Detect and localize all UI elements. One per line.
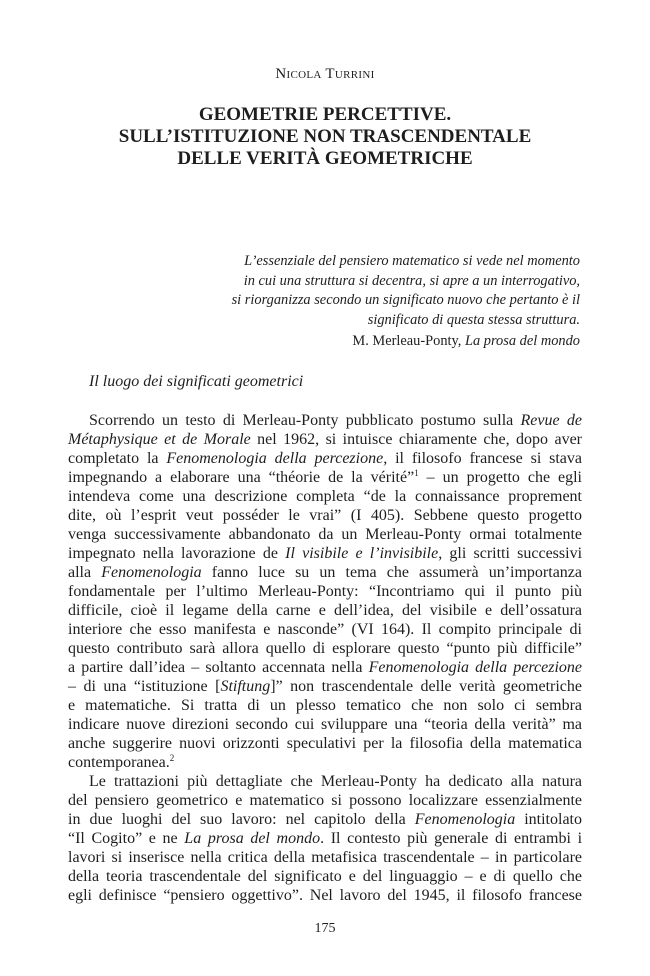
text-line: in due luoghi del suo lavoro: nel capitolo della Fenomenologia intitolato xyxy=(68,811,582,828)
epigraph-work: La prosa del mondo xyxy=(465,333,580,349)
text-line: anche suggerire nuovi orizzonti speculativi per la filosofia della matematica xyxy=(68,735,582,752)
text-line: Scorrendo un testo di Merleau-Ponty pubblicato postumo sulla Revue de xyxy=(89,412,582,429)
text-line: “Il Cogito” e ne La prosa del mondo. Il contesto più generale di entrambi i xyxy=(68,830,583,847)
paragraph xyxy=(68,411,582,772)
section-heading: Il luogo dei significati geometrici xyxy=(89,373,304,390)
text-line: Métaphysique et de Morale nel 1962, si intuisce chiaramente che, dopo aver xyxy=(68,431,583,448)
text-line: dite, où l’esprit veut posséder le vrai” (I 405). Sebbene questo progetto xyxy=(68,507,582,524)
page-number: 175 xyxy=(314,921,336,936)
text-line: – di una “istituzione [Stiftung]” non trascendentale delle verità geometriche xyxy=(68,678,583,695)
text-line: della teoria trascendentale del significato e del linguaggio – e di quello che xyxy=(68,868,582,885)
footnote-ref: 2 xyxy=(169,753,175,763)
title-line: GEOMETRIE PERCETTIVE. xyxy=(198,104,452,125)
epigraph-line: si riorganizza secondo un significato nuovo che pertanto è il xyxy=(231,292,580,308)
text-line: del pensiero geometrico e matematico si possono localizzare essenzialmente xyxy=(68,792,582,809)
text-line: indicare nuove direzioni secondo cui sviluppare una “teoria della verità” ma xyxy=(68,716,582,733)
epigraph xyxy=(180,252,580,352)
epigraph-author: M. Merleau-Ponty, xyxy=(352,333,465,349)
article-title xyxy=(60,104,590,170)
running-header-author: Nicola Turrini xyxy=(275,66,375,82)
text-line: a partire dall’idea – soltanto accennata nella Fenomenologia della percezione xyxy=(68,659,582,676)
body-text xyxy=(68,411,582,905)
text-line: impegnando a elaborare una “théorie de la vérité”$^1$ – un progetto che egli xyxy=(68,468,583,486)
epigraph-line: in cui una struttura si decentra, si apre a un interrogativo, xyxy=(243,272,580,289)
text-line: difficile, cioè il legame della carne e dell’idea, del visibile e dell’ossatura xyxy=(68,602,582,619)
text-line: Le trattazioni più dettagliate che Merleau-Ponty ha dedicato alla natura xyxy=(89,773,582,790)
paragraph xyxy=(68,772,582,905)
text-line: impegnato nella lavorazione de Il visibile e l’invisibile, gli scritti successivi xyxy=(68,545,583,562)
text-line: e matematiche. Si tratta di un plesso tematico che non solo ci sembra xyxy=(68,697,582,714)
text-line: questo contributo sarà allora quello di esplorare questo “punto più difficile” xyxy=(68,640,582,657)
text-line: venga successivamente abbandonato da un Merleau-Ponty ormai totalmente xyxy=(68,526,582,543)
title-line: SULL’ISTITUZIONE NON TRASCENDENTALE xyxy=(118,126,532,147)
text-line: alla Fenomenologia fanno luce su un tema che assumerà un’importanza xyxy=(68,564,583,581)
text-line: egli definisce “pensiero oggettivo”. Nel lavoro del 1945, il filosofo francese xyxy=(68,887,582,904)
text-line: contemporanea.$^2$ xyxy=(68,753,175,771)
text-line: lavori si inserisce nella critica della metafisica trascendentale – in particolare xyxy=(68,849,582,866)
text-line: completato la Fenomenologia della percezione, il filosofo francese si stava xyxy=(68,450,582,467)
footnote-ref: 1 xyxy=(414,468,419,478)
epigraph-attribution xyxy=(180,332,580,352)
text-line: fondamentale per l’ultimo Merleau-Ponty: “Incontriamo qui il punto più xyxy=(68,583,582,600)
text-line: interiore che esso manifesta e nasconde” (VI 164). Il compito principale di xyxy=(68,621,582,638)
text-line: intendeva come una descrizione completa “de la connaissance proprement xyxy=(68,488,582,505)
epigraph-line: L’essenziale del pensiero matematico si vede nel momento xyxy=(244,253,580,269)
epigraph-line: significato di questa stessa struttura. xyxy=(367,311,580,328)
title-line: DELLE VERITÀ GEOMETRICHE xyxy=(177,148,473,169)
